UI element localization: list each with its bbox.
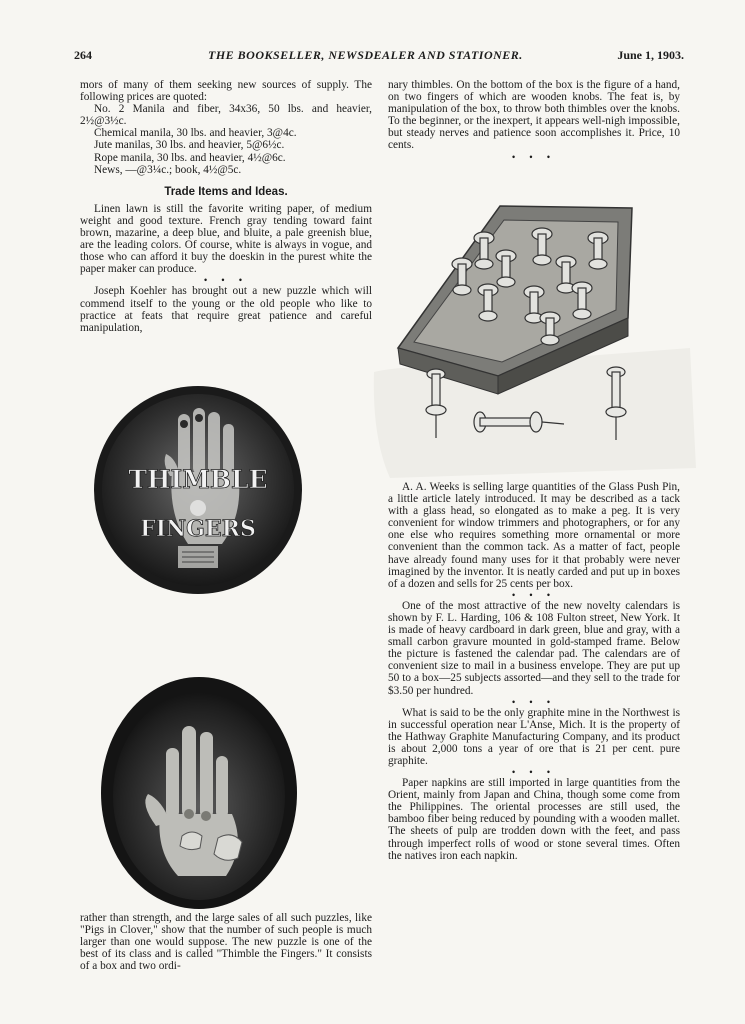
paragraph: One of the most attractive of the new novelty calendars is shown by F. L. Harding, 106 & 108 Fulton street, New York. It is made of heavy cardboard in dark green, blue and gray, with a small carbon gravure mounted in gold-stamped frame. Below the picture is fastened the calendar pad. The calendars are of convenient size to mail in a business envelope. They are put up 50 to a box—25 subjects assorted—and they sell to the trade for $3.50 per hundred. [388,599,680,697]
price-line: Chemical manila, 30 lbs. and heavier, 3@4c. [94,127,297,140]
puzzle-box-graphic [100,676,298,910]
puzzle-lid-graphic [92,384,304,596]
paragraph: Joseph Koehler has brought out a new puzzle which will commend itself to the young or the old people who like to practice at feats that require great patience and careful manipulation, [80,285,372,334]
left-column-top [80,79,372,334]
lid-word-thimble: THIMBLE [128,465,268,494]
lid-word-fingers: FINGERS [140,516,256,542]
page-number: 264 [74,48,92,62]
paragraph: A. A. Weeks is selling large quantities of the Glass Push Pin, a little article lately introduced. It may be described as a tack with a glass head, so elongated as to make a peg. It is very convenient for window trimmers and photographers, or for any one else who requires something more ornamental or more convenient than the common tack. As a matter of fact, people have already found many uses for it that probably were never imagined by the inventor. It is neatly carded and put up in boxes of a dozen and sells for 25 cents per box. [388,481,680,590]
separator-dots: • • • [204,275,248,286]
paragraph: Linen lawn is still the favorite writing paper, of medium weight and good texture. French gray tending toward faint brown, mazarine, a deep blue, and bluite, a pale greenish blue, are the leading colors. Of course, white is always in vogue, and those who can afford it buy the doeskin in the purest white the paper maker can produce. [80,202,372,276]
price-line: News, —@3¼c.; book, 4½@5c. [94,163,242,176]
paragraph: rather than strength, and the large sales of all such puzzles, like "Pigs in Clover," show that the number of such people is much larger than one would suppose. The new puzzle is one of the best of its class and is called "Thimble the Fingers." It consists of a box and two ordi- [80,912,372,973]
paragraph: mors of many of them seeking new sources of supply. The following prices are quoted: [80,79,372,104]
push-pin-box-graphic [370,198,700,480]
issue-date: June 1, 1903. [617,48,684,62]
push-pin-box-image [370,198,700,480]
separator-dots: • • • [512,589,556,600]
page-header [74,48,684,66]
paragraph: What is said to be the only graphite mine in the Northwest is in successful operation near L'Anse, Mich. It is the property of the Hathway Graphite Manufacturing Company, and its product is about 2,000 tons a year of ore that is 21 per cent. pure graphite. [388,706,680,767]
price-line: Rope manila, 30 lbs. and heavier, 4½@6c. [94,151,286,164]
separator-dots: • • • [512,767,556,778]
separator-dots: • • • [512,696,556,707]
separator-dots: • • • [512,151,556,162]
puzzle-box-image [100,676,298,910]
puzzle-lid-image [92,384,304,596]
paragraph: nary thimbles. On the bottom of the box is the figure of a hand, on two fingers of which are wooden knobs. The feat is, by manipulation of the box, to throw both thimbles over the knobs. To the beginner, or the inexpert, it appears well-nigh impossible, but steady nerves and patience soon accomplishes it. Price, 10 cents. [388,79,680,152]
section-heading: Trade Items and Ideas. [164,185,288,198]
left-column-bottom [80,912,372,972]
price-line: Jute manilas, 30 lbs. and heavier, 5@6½c. [94,139,285,152]
right-column-top [388,79,680,162]
right-column-bottom [388,481,680,862]
price-line: No. 2 Manila and fiber, 34x36, 50 lbs. and heavier, 2½@3½c. [80,103,372,128]
paragraph: Paper napkins are still imported in large quantities from the Orient, mainly from Japan and China, though some come from the Philippines. The oriental processes are still used, the bamboo fiber being reduced by pounding with a wooden mallet. The sheets of pulp are trodden down with the feet, and pass through imperfect rolls of wood or stone several times. Often the natives iron each napkin. [388,777,680,862]
journal-title: THE BOOKSELLER, NEWSDEALER AND STATIONER. [208,48,523,62]
